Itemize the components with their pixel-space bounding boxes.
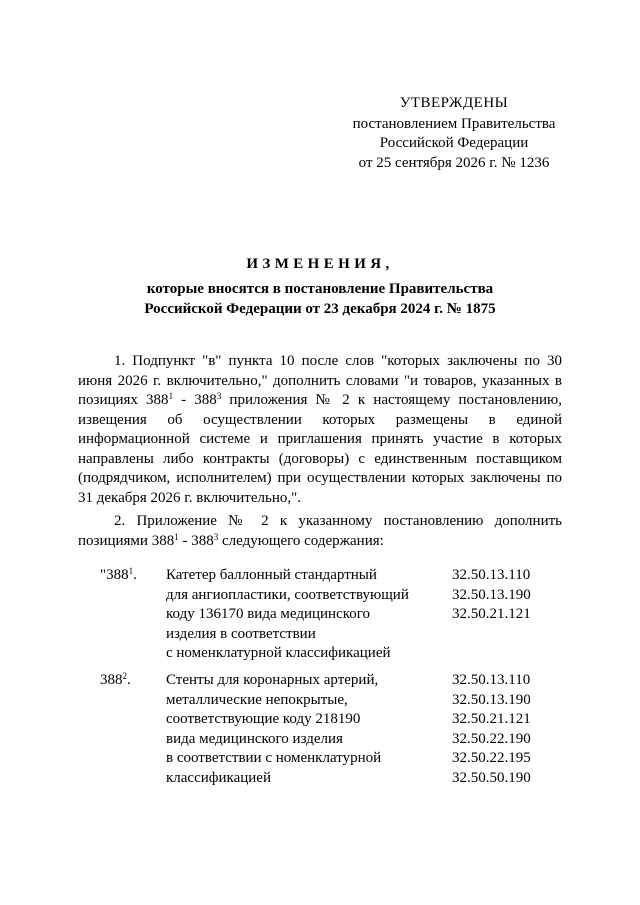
text-run: следующего содержания: [218,532,384,549]
number-suffix: . [127,672,131,688]
position-name [166,566,446,664]
name-line: металлические непокрытые, [166,691,348,708]
position-number [100,566,160,586]
name-line: с номенклатурной классификацией [166,645,391,661]
name-line: в соответствии с номенклатурной [166,750,382,766]
okpd-code: 32.50.13.110 [452,672,531,688]
okpd-code: 32.50.13.190 [452,691,531,708]
superscript: 1 [174,531,179,542]
text-run: 1. Подпункт "в" пункта 10 после слов "которых заключены по 30 июня 2026 г. включительно," дополнить словами "и товаров, указанных в позициях 388 [78,353,562,408]
position-codes [452,566,562,625]
name-line: Катетер баллонный стандартный [166,567,377,583]
approval-title: УТВЕРЖДЕНЫ [399,95,509,111]
name-line: классификацией [166,769,271,786]
name-line: коду 136170 вида медицинского [166,606,371,622]
approval-date: от 25 сентября 2026 г. № 1236 [358,154,550,171]
paragraph-1 [78,352,562,508]
okpd-code: 32.50.13.190 [452,586,531,603]
okpd-code: 32.50.13.110 [452,567,531,583]
okpd-code: 32.50.21.121 [452,711,531,727]
name-line: для ангиопластики, соответствующий [166,586,409,603]
text-run: - 388 [173,392,217,408]
approval-line: Российской Федерации [379,135,529,151]
text-run: - 388 [178,532,214,549]
paragraph-2-text [78,512,562,551]
superscript: 3 [216,391,222,401]
superscript: 1 [168,391,174,401]
document-subtitle [60,280,580,319]
superscript: 2 [122,671,127,681]
name-line: Стенты для коронарных артерий, [166,672,379,688]
okpd-code: 32.50.22.195 [452,750,531,766]
okpd-code: 32.50.22.190 [452,730,531,747]
text-run: 2. Приложение № 2 к указанному постановлению дополнить позициями 388 [78,513,562,549]
name-line: вида медицинского изделия [166,730,343,747]
subtitle-line: Российской Федерации от 23 декабря 2024 г. № 1875 [144,300,496,317]
position-number [100,671,160,691]
approval-block [338,94,570,173]
number-suffix: . [133,567,137,583]
superscript: 1 [128,566,134,576]
approval-line: постановлением Правительства [352,115,556,132]
name-line: соответствующие коду 218190 [166,711,361,727]
subtitle-line: которые вносятся в постановление Правительства [146,281,494,297]
superscript: 3 [213,531,219,542]
paragraph-1-text [78,352,562,508]
position-codes [452,671,562,788]
name-line: изделия в соответствии [166,625,316,642]
okpd-code: 32.50.21.121 [452,606,531,622]
position-name [166,671,446,788]
text-run: приложения № 2 к настоящему постановлению, извещения об осуществлении которых размещены в единой информационной системе и приглашения принять участие в которых направлены либо контракты (договоры) с единственным поставщиком (подрядчиком, исполнителем) при осуществлении которых заключены по 31 декабря 2026 г. включительно,". [78,392,563,506]
paragraph-2 [78,512,562,551]
okpd-code: 32.50.50.190 [452,769,531,786]
document-title: ИЗМЕНЕНИЯ, [246,256,394,272]
number-text: 388 [100,672,123,688]
number-text: "388 [100,567,129,583]
